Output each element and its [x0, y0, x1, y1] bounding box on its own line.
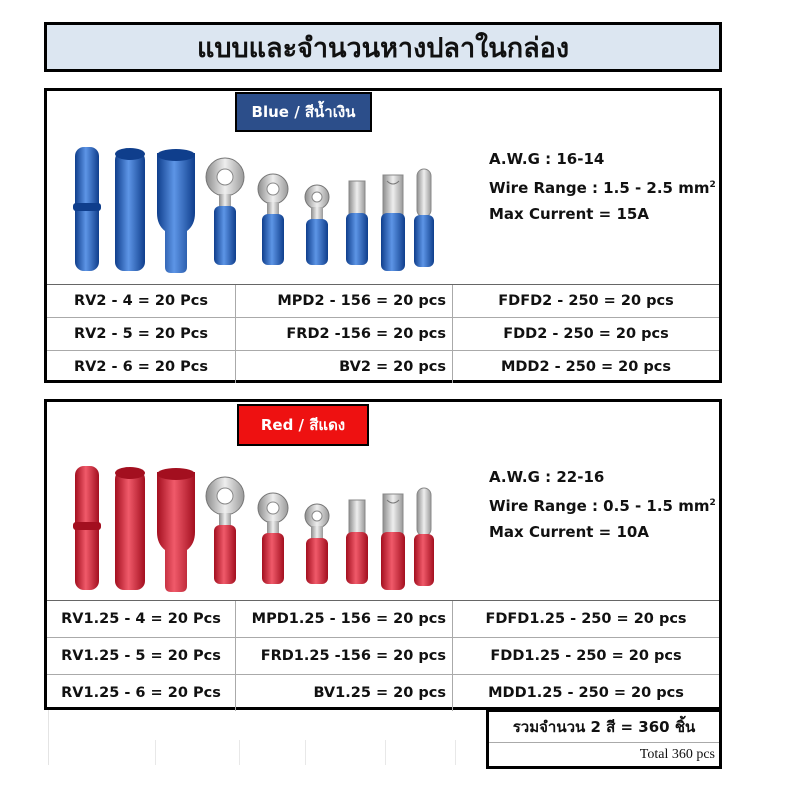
table-cell: MPD2 - 156 = 20 pcs: [236, 285, 453, 317]
table-cell: FRD1.25 -156 = 20 pcs: [236, 638, 453, 674]
table-cell: BV2 = 20 pcs: [236, 351, 453, 383]
total-english-text: Total 360 pcs: [639, 747, 715, 762]
table-cell: FDD1.25 - 250 = 20 pcs: [490, 648, 682, 664]
table-cell: FDD2 - 250 = 20 pcs: [503, 326, 669, 342]
blue-terminal-panel: [44, 88, 722, 383]
blue-color-label: Blue / สีน้ำเงิน: [235, 92, 372, 132]
table-row: [47, 285, 719, 318]
table-cell: FDFD1.25 - 250 = 20 pcs: [485, 611, 687, 627]
table-row: [47, 351, 719, 383]
max-current-spec: Max Current = 10A: [489, 523, 649, 541]
wire-range-spec: Wire Range : 1.5 - 2.5 $mm^2$: [489, 179, 716, 197]
table-cell: FDFD2 - 250 = 20 pcs: [498, 293, 674, 309]
red-specs: [489, 464, 716, 545]
red-terminal-panel: [44, 399, 722, 710]
blue-quantity-table: [47, 284, 719, 383]
table-cell: RV1.25 - 5 = 20 Pcs: [47, 638, 236, 674]
table-cell: RV2 - 6 = 20 Pcs: [47, 351, 236, 383]
awg-spec: A.W.G : 16-14: [489, 150, 605, 168]
table-row: [47, 675, 719, 711]
table-cell: BV1.25 = 20 pcs: [236, 675, 453, 711]
blue-specs: [489, 146, 716, 227]
total-thai-text: รวมจำนวน 2 สี = 360 ชิ้น: [489, 712, 719, 743]
blue-terminals-image: [65, 139, 445, 275]
page-title: แบบและจำนวนหางปลาในกล่อง: [44, 22, 722, 72]
wire-range-spec: Wire Range : 0.5 - 1.5 $mm^2$: [489, 497, 716, 515]
red-terminals-image: [65, 458, 445, 594]
max-current-spec: Max Current = 15A: [489, 205, 649, 223]
table-cell: FRD2 -156 = 20 pcs: [236, 318, 453, 350]
table-row: [47, 638, 719, 675]
table-cell: RV2 - 5 = 20 Pcs: [47, 318, 236, 350]
table-cell: RV2 - 4 = 20 Pcs: [47, 285, 236, 317]
table-cell: MPD1.25 - 156 = 20 pcs: [236, 601, 453, 637]
total-summary-box: [486, 709, 722, 769]
red-quantity-table: [47, 600, 719, 711]
empty-grid-area: [48, 710, 485, 765]
awg-spec: A.W.G : 22-16: [489, 468, 605, 486]
table-cell: RV1.25 - 4 = 20 Pcs: [47, 601, 236, 637]
table-cell: MDD2 - 250 = 20 pcs: [500, 359, 672, 375]
table-cell: RV1.25 - 6 = 20 Pcs: [47, 675, 236, 711]
table-cell: MDD1.25 - 250 = 20 pcs: [488, 685, 684, 701]
red-color-label: Red / สีแดง: [237, 404, 369, 446]
table-row: [47, 601, 719, 638]
table-row: [47, 318, 719, 351]
